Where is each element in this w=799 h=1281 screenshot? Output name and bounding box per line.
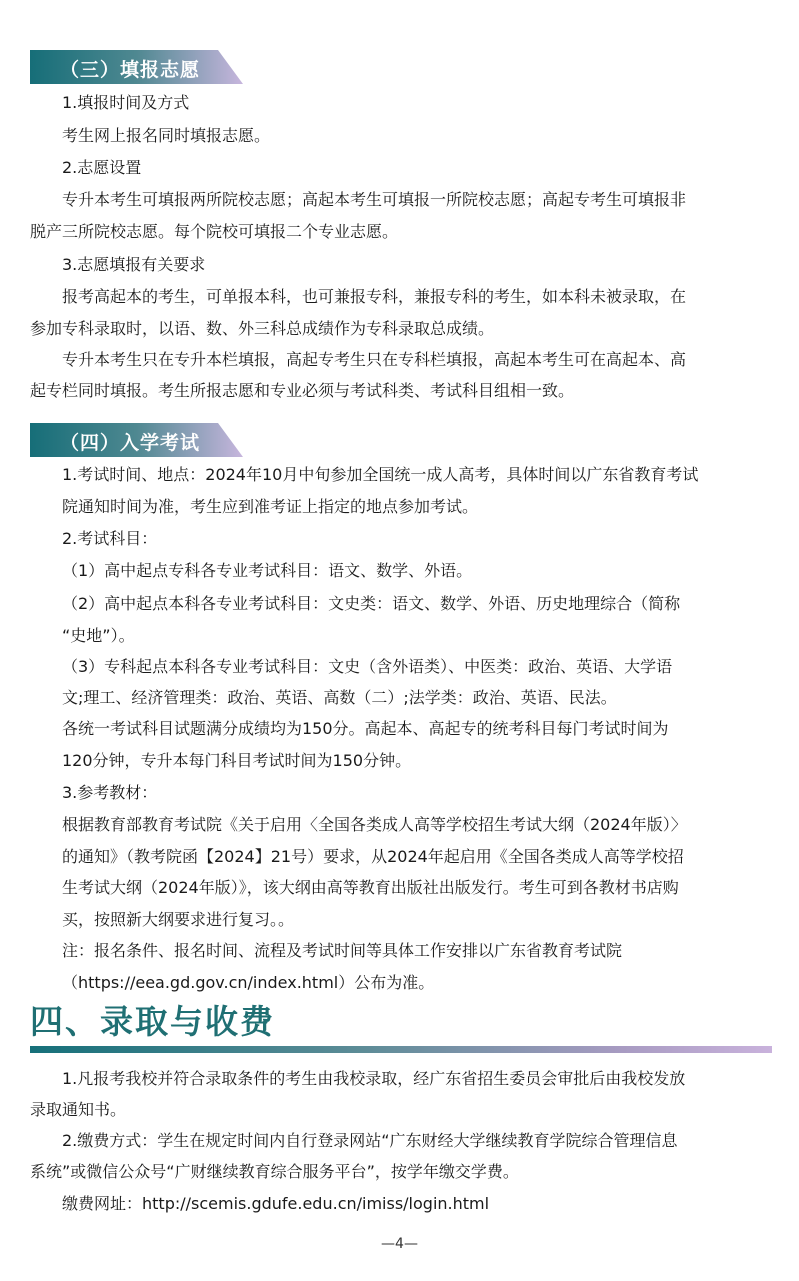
- paragraph-line: 文;理工、经济管理类：政治、英语、高数（二）;法学类：政治、英语、民法。: [62, 688, 617, 707]
- paragraph-line: 考生网上报名同时填报志愿。: [62, 126, 271, 145]
- paragraph-line: 根据教育部教育考试院《关于启用〈全国各类成人高等学校招生考试大纲（2024年版）〉: [62, 815, 687, 834]
- paragraph-line: 起专栏同时填报。考生所报志愿和专业必须与考试科类、考试科目组相一致。: [30, 381, 575, 400]
- section-banner-fill-application: [30, 50, 240, 84]
- paragraph-line: 120分钟，专升本每门科目考试时间为150分钟。: [62, 751, 412, 770]
- paragraph-line: （2）高中起点本科各专业考试科目：文史类：语文、数学、外语、历史地理综合（简称: [62, 594, 681, 613]
- section-banner-entrance-exam: [30, 423, 240, 457]
- page-number: —4—: [381, 1236, 418, 1252]
- paragraph-line: 专升本考生只在专升本栏填报，高起专考生只在专科栏填报，高起本考生可在高起本、高: [62, 350, 687, 369]
- paragraph-line: 2.缴费方式：学生在规定时间内自行登录网站“广东财经大学继续教育学院综合管理信息: [62, 1131, 678, 1150]
- paragraph-line: 注：报名条件、报名时间、流程及考试时间等具体工作安排以广东省教育考试院: [62, 941, 623, 960]
- chapter-divider: [30, 1046, 772, 1053]
- payment-url-line: 缴费网址：http://scemis.gdufe.edu.cn/imiss/login.html: [62, 1194, 490, 1213]
- paragraph-line: 参加专科录取时，以语、数、外三科总成绩作为专科录取总成绩。: [30, 319, 495, 338]
- paragraph-line: （1）高中起点专科各专业考试科目：语文、数学、外语。: [62, 561, 473, 580]
- paragraph-line: 各统一考试科目试题满分成绩均为150分。高起本、高起专的统考科目每门考试时间为: [62, 719, 669, 738]
- paragraph-line: 3.参考教材：: [62, 783, 158, 802]
- paragraph-line: 专升本考生可填报两所院校志愿；高起本考生可填报一所院校志愿；高起专考生可填报非: [62, 190, 687, 209]
- paragraph-line: 生考试大纲（2024年版）》，该大纲由高等教育出版社出版发行。考生可到各教材书店购: [62, 878, 679, 897]
- paragraph-line: “史地”）。: [62, 626, 135, 645]
- paragraph-line: 的通知》（教考院函【2024】21号）要求，从2024年起启用《全国各类成人高等学校招: [62, 847, 684, 866]
- paragraph-line: 脱产三所院校志愿。每个院校可填报二个专业志愿。: [30, 222, 399, 241]
- paragraph-line: 1.填报时间及方式: [62, 93, 190, 112]
- section-heading: （三）填报志愿: [60, 59, 201, 81]
- paragraph-line: 录取通知书。: [30, 1100, 127, 1119]
- paragraph-line: 系统”或微信公众号“广财继续教育综合服务平台”，按学年缴交学费。: [30, 1162, 519, 1181]
- section-heading: （四）入学考试: [60, 432, 201, 454]
- paragraph-line: 2.志愿设置: [62, 158, 142, 177]
- paragraph-line: 报考高起本的考生，可单报本科，也可兼报专科，兼报专科的考生，如本科未被录取，在: [62, 287, 687, 306]
- chapter-title: 四、录取与收费: [30, 1002, 275, 1041]
- paragraph-line: 院通知时间为准，考生应到准考证上指定的地点参加考试。: [62, 497, 479, 516]
- paragraph-line: （https://eea.gd.gov.cn/index.html）公布为准。: [62, 973, 435, 992]
- paragraph-line: 2.考试科目：: [62, 529, 158, 548]
- paragraph-line: （3）专科起点本科各专业考试科目：文史（含外语类）、中医类：政治、英语、大学语: [62, 657, 673, 676]
- paragraph-line: 1.考试时间、地点：2024年10月中旬参加全国统一成人高考，具体时间以广东省教育考试: [62, 465, 699, 484]
- paragraph-line: 买，按照新大纲要求进行复习。。: [62, 910, 295, 929]
- paragraph-line: 3.志愿填报有关要求: [62, 255, 206, 274]
- paragraph-line: 1.凡报考我校并符合录取条件的考生由我校录取，经广东省招生委员会审批后由我校发放: [62, 1069, 686, 1088]
